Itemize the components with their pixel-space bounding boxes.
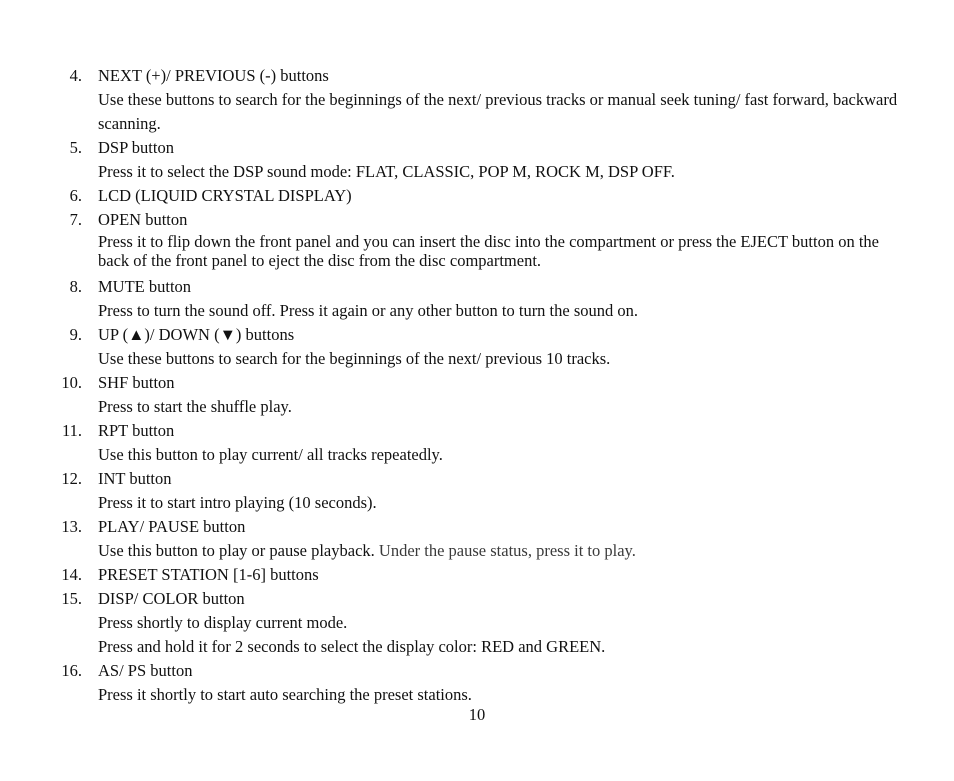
item-description-main: Use this button to play or pause playback. [98, 541, 375, 560]
page-number: 10 [468, 705, 486, 724]
item-title: PLAY/ PAUSE button [98, 517, 246, 536]
item-number: 5. [69, 138, 82, 157]
list-item-play-pause [0, 515, 954, 563]
item-number: 14. [61, 565, 82, 584]
item-number: 13. [61, 517, 82, 536]
item-title: AS/ PS button [98, 661, 193, 680]
item-description: Press it to flip down the front panel and you can insert the disc into the compartment or press the EJECT button on the back of the front panel to eject the disc from the disc compartment. [98, 232, 880, 270]
item-title: NEXT (+)/ PREVIOUS (-) buttons [98, 66, 329, 85]
list-item-shf [0, 371, 954, 419]
item-description: Press it to select the DSP sound mode: FLAT, CLASSIC, POP M, ROCK M, DSP OFF. [98, 162, 675, 181]
item-description: Press to turn the sound off. Press it again or any other button to turn the sound on. [98, 301, 639, 320]
list-item-rpt [0, 419, 954, 467]
button-description-list [0, 64, 954, 707]
item-description [98, 539, 898, 563]
list-item-as-ps [0, 659, 954, 707]
item-number: 8. [69, 277, 82, 296]
item-title: INT button [98, 469, 172, 488]
list-item-disp-color [0, 587, 954, 659]
item-title: SHF button [98, 373, 175, 392]
list-item-dsp [0, 136, 954, 184]
list-item-up-down [0, 323, 954, 371]
item-number: 11. [61, 421, 82, 440]
item-title: LCD (LIQUID CRYSTAL DISPLAY) [98, 186, 352, 205]
list-item-preset-station [0, 563, 954, 587]
item-number: 6. [69, 186, 82, 205]
list-item-next-previous [0, 64, 954, 136]
list-item-int [0, 467, 954, 515]
item-number: 10. [61, 373, 82, 392]
item-title: DISP/ COLOR button [98, 589, 245, 608]
item-title: MUTE button [98, 277, 192, 296]
item-title: OPEN button [98, 210, 188, 229]
item-description: Press it shortly to start auto searching the preset stations. [98, 685, 472, 704]
item-description: Use these buttons to search for the beginnings of the next/ previous 10 tracks. [98, 349, 611, 368]
item-description: Press to start the shuffle play. [98, 397, 292, 416]
item-number: 7. [69, 210, 82, 229]
item-description: Press and hold it for 2 seconds to select the display color: RED and GREEN. [98, 637, 606, 656]
item-title: RPT button [98, 421, 175, 440]
item-number: 4. [69, 66, 82, 85]
item-title: PRESET STATION [1-6] buttons [98, 565, 319, 584]
item-description: Press shortly to display current mode. [98, 613, 348, 632]
item-number: 16. [61, 661, 82, 680]
item-description: Use these buttons to search for the beginnings of the next/ previous tracks or manual seek tuning/ fast forward, backward scanning. [98, 90, 898, 133]
item-number: 12. [61, 469, 82, 488]
list-item-open [0, 208, 954, 270]
list-item-lcd [0, 184, 954, 208]
list-item-mute [0, 275, 954, 323]
item-number: 9. [69, 325, 82, 344]
item-title: DSP button [98, 138, 174, 157]
item-number: 15. [61, 589, 82, 608]
item-description: Press it to start intro playing (10 seconds). [98, 493, 377, 512]
item-description: Use this button to play current/ all tracks repeatedly. [98, 445, 443, 464]
item-description-extra: Under the pause status, press it to play. [374, 541, 636, 560]
item-title: UP (▲)/ DOWN (▼) buttons [98, 325, 295, 344]
